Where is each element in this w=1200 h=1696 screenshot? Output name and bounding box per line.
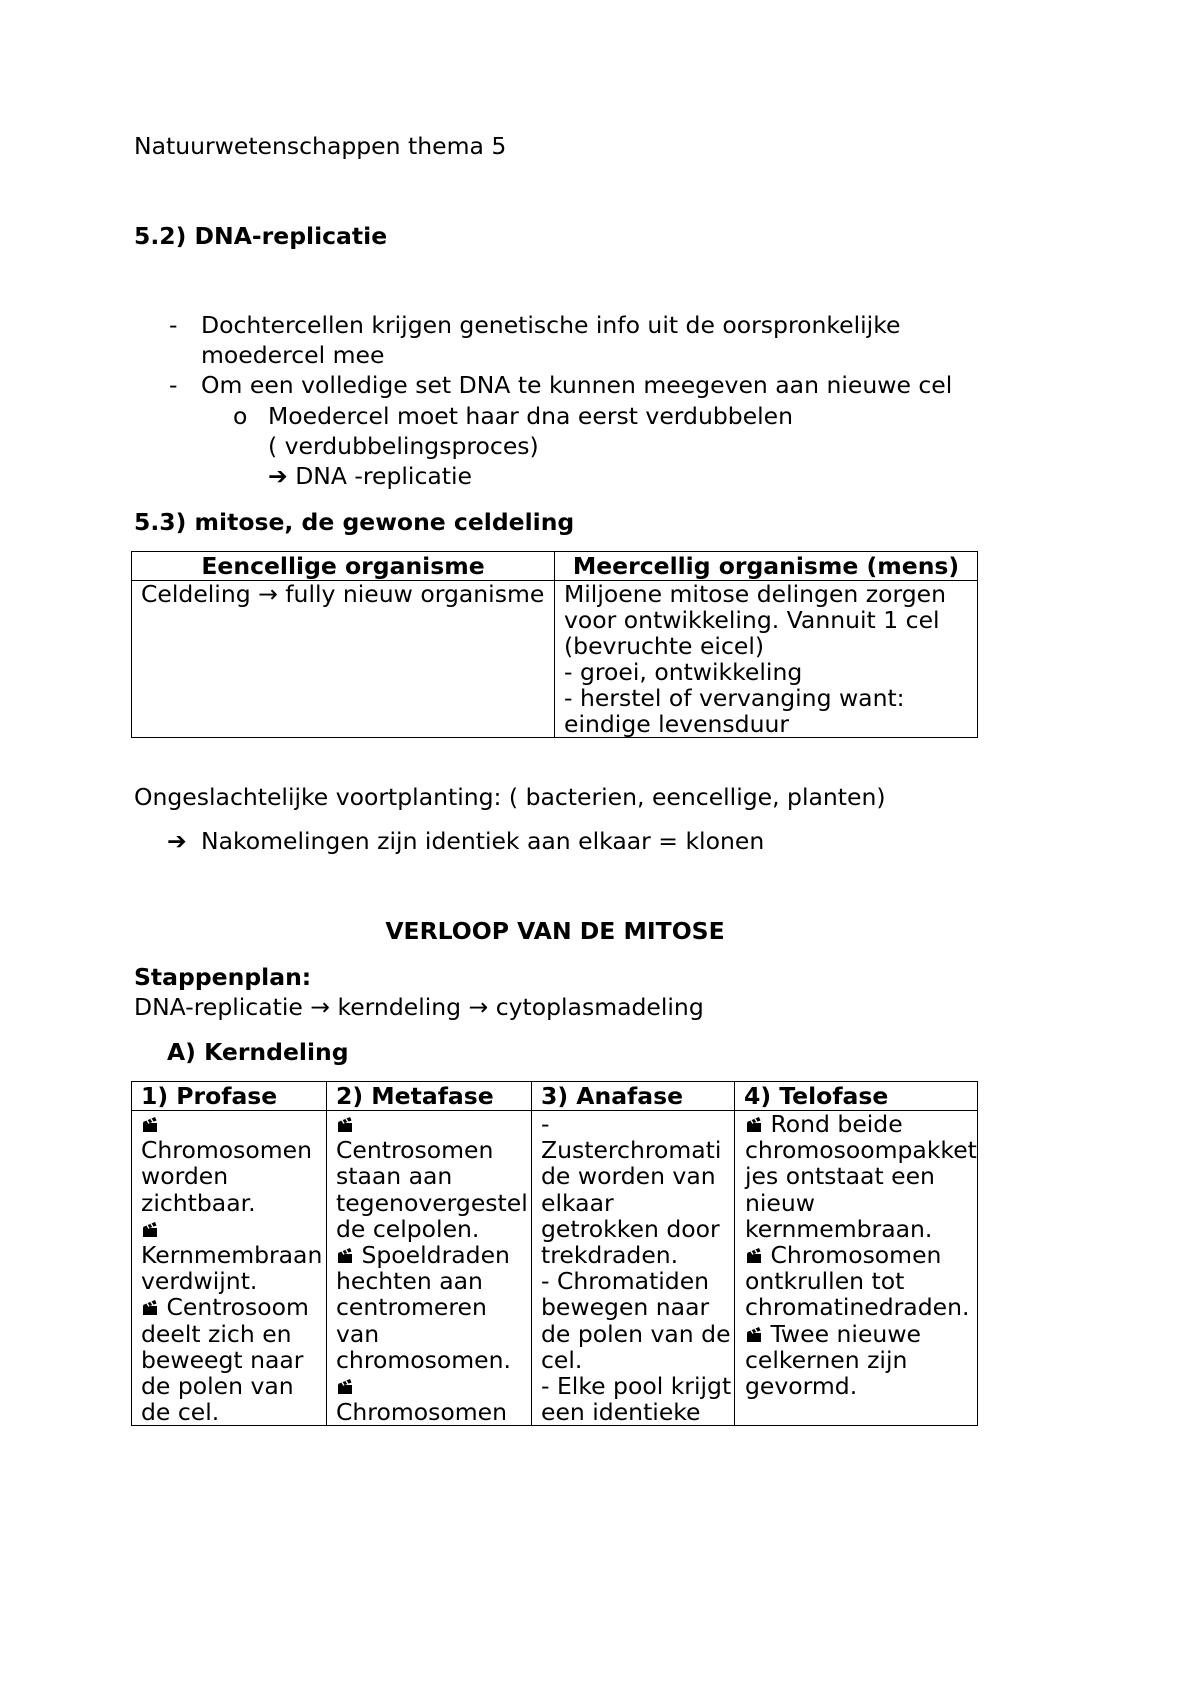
- bullet-2-text: Om een volledige set DNA te kunnen meegeven aan nieuwe cel: [201, 371, 953, 399]
- table-header-cell: Eencellige organisme: [132, 552, 555, 581]
- table-cell: Miljoene mitose delingen zorgen voor ontwikkeling. Vannuit 1 cel (bevruchte eicel) - groei, ontwikkeling - herstel of vervanging want: eindige levensduur: [555, 581, 978, 738]
- phase-step-text: Chromosomen ontkrullen tot chromatinedraden.: [745, 1241, 970, 1322]
- phase-step: [336, 1111, 529, 1242]
- sub-bullet-1-text: Moedercel moet haar dna eerst verdubbelen: [268, 402, 794, 430]
- steps-text: DNA-replicatie → kerndeling → cytoplasmadeling: [134, 993, 704, 1021]
- sub-bullet-1-continued: ( verdubbelingsproces): [268, 432, 539, 460]
- clapperboard-icon: [336, 1377, 354, 1395]
- table-cell: Celdeling → fully nieuw organisme: [132, 581, 555, 738]
- table-header-cell: Meercellig organisme (mens): [555, 552, 978, 581]
- phase-step: [745, 1321, 975, 1400]
- section-5-2-heading: 5.2) DNA-replicatie: [134, 222, 388, 250]
- arrow-line-text: DNA -replicatie: [295, 462, 472, 490]
- anafase-cell: - Zusterchromati de worden van elkaar getrokken door trekdraden. - Chromatiden bewegen naar de polen van de cel. - Elke pool krijgt een identieke: [532, 1111, 735, 1426]
- table-header-cell: 1) Profase: [132, 1082, 327, 1111]
- clapperboard-icon: [336, 1115, 354, 1133]
- bullet-dash: -: [169, 311, 178, 339]
- document-title: Natuurwetenschappen thema 5: [134, 132, 507, 160]
- phase-step-text: Centrosomen staan aan tegenovergestel de celpolen.: [336, 1136, 528, 1243]
- profase-cell: [132, 1111, 327, 1426]
- section-5-3-heading: 5.3) mitose, de gewone celdeling: [134, 508, 575, 536]
- clapperboard-icon: [745, 1115, 763, 1133]
- phase-step-text: Chromosomen: [336, 1398, 507, 1427]
- organism-table: [131, 551, 978, 738]
- mitosis-title: VERLOOP VAN DE MITOSE: [385, 917, 725, 945]
- table-header-row: [132, 552, 978, 581]
- phase-step-text: Spoeldraden hechten aan centromeren van chromosomen.: [336, 1241, 511, 1374]
- mitosis-phases-table: [131, 1081, 978, 1426]
- asexual-reproduction-text: Ongeslachtelijke voortplanting: ( bacterien, eencellige, planten): [134, 783, 886, 811]
- telofase-cell: [735, 1111, 978, 1426]
- metafase-cell: [327, 1111, 532, 1426]
- clapperboard-icon: [745, 1325, 763, 1343]
- phase-step: [745, 1242, 975, 1321]
- bullet-1-text: Dochtercellen krijgen genetische info uit de oorspronkelijke: [201, 311, 901, 339]
- sub-bullet-marker: o: [233, 402, 248, 430]
- table-row: [132, 581, 978, 738]
- phase-step-text: Centrosoom deelt zich en beweegt naar de polen van de cel.: [141, 1293, 309, 1427]
- clones-bullet: [167, 827, 765, 855]
- phase-step-text: Twee nieuwe celkernen zijn gevormd.: [745, 1319, 921, 1401]
- table-header-row: [132, 1082, 978, 1111]
- phase-step-text: Chromosomen worden zichtbaar.: [141, 1136, 312, 1217]
- steps-label: Stappenplan:: [134, 963, 312, 991]
- phase-step: [141, 1294, 324, 1425]
- table-header-cell: 3) Anafase: [532, 1082, 735, 1111]
- clapperboard-icon: [336, 1246, 354, 1264]
- table-header-cell: 4) Telofase: [735, 1082, 978, 1111]
- phase-step: [336, 1242, 529, 1373]
- arrow-line: [268, 462, 472, 490]
- phase-step: [336, 1373, 529, 1425]
- bold-arrow-icon: ➔: [167, 827, 187, 855]
- phase-step-text: Kernmembraan verdwijnt.: [141, 1241, 323, 1296]
- phase-step: [141, 1216, 324, 1295]
- phase-step: [745, 1111, 975, 1242]
- phase-step-text: Rond beide chromosoompakket jes ontstaat een nieuw kernmembraan.: [745, 1110, 977, 1243]
- clapperboard-icon: [141, 1220, 159, 1238]
- table-header-cell: 2) Metafase: [327, 1082, 532, 1111]
- clapperboard-icon: [141, 1298, 159, 1316]
- clones-text: Nakomelingen zijn identiek aan elkaar = klonen: [201, 827, 765, 855]
- phase-step: [141, 1111, 324, 1216]
- nuclear-division-heading: A) Kerndeling: [167, 1038, 349, 1066]
- right-arrow-icon: ➔: [268, 462, 288, 490]
- bullet-1-continued: moedercel mee: [201, 341, 385, 369]
- clapperboard-icon: [745, 1246, 763, 1264]
- clapperboard-icon: [141, 1115, 159, 1133]
- table-row: [132, 1111, 978, 1426]
- bullet-dash: -: [169, 371, 178, 399]
